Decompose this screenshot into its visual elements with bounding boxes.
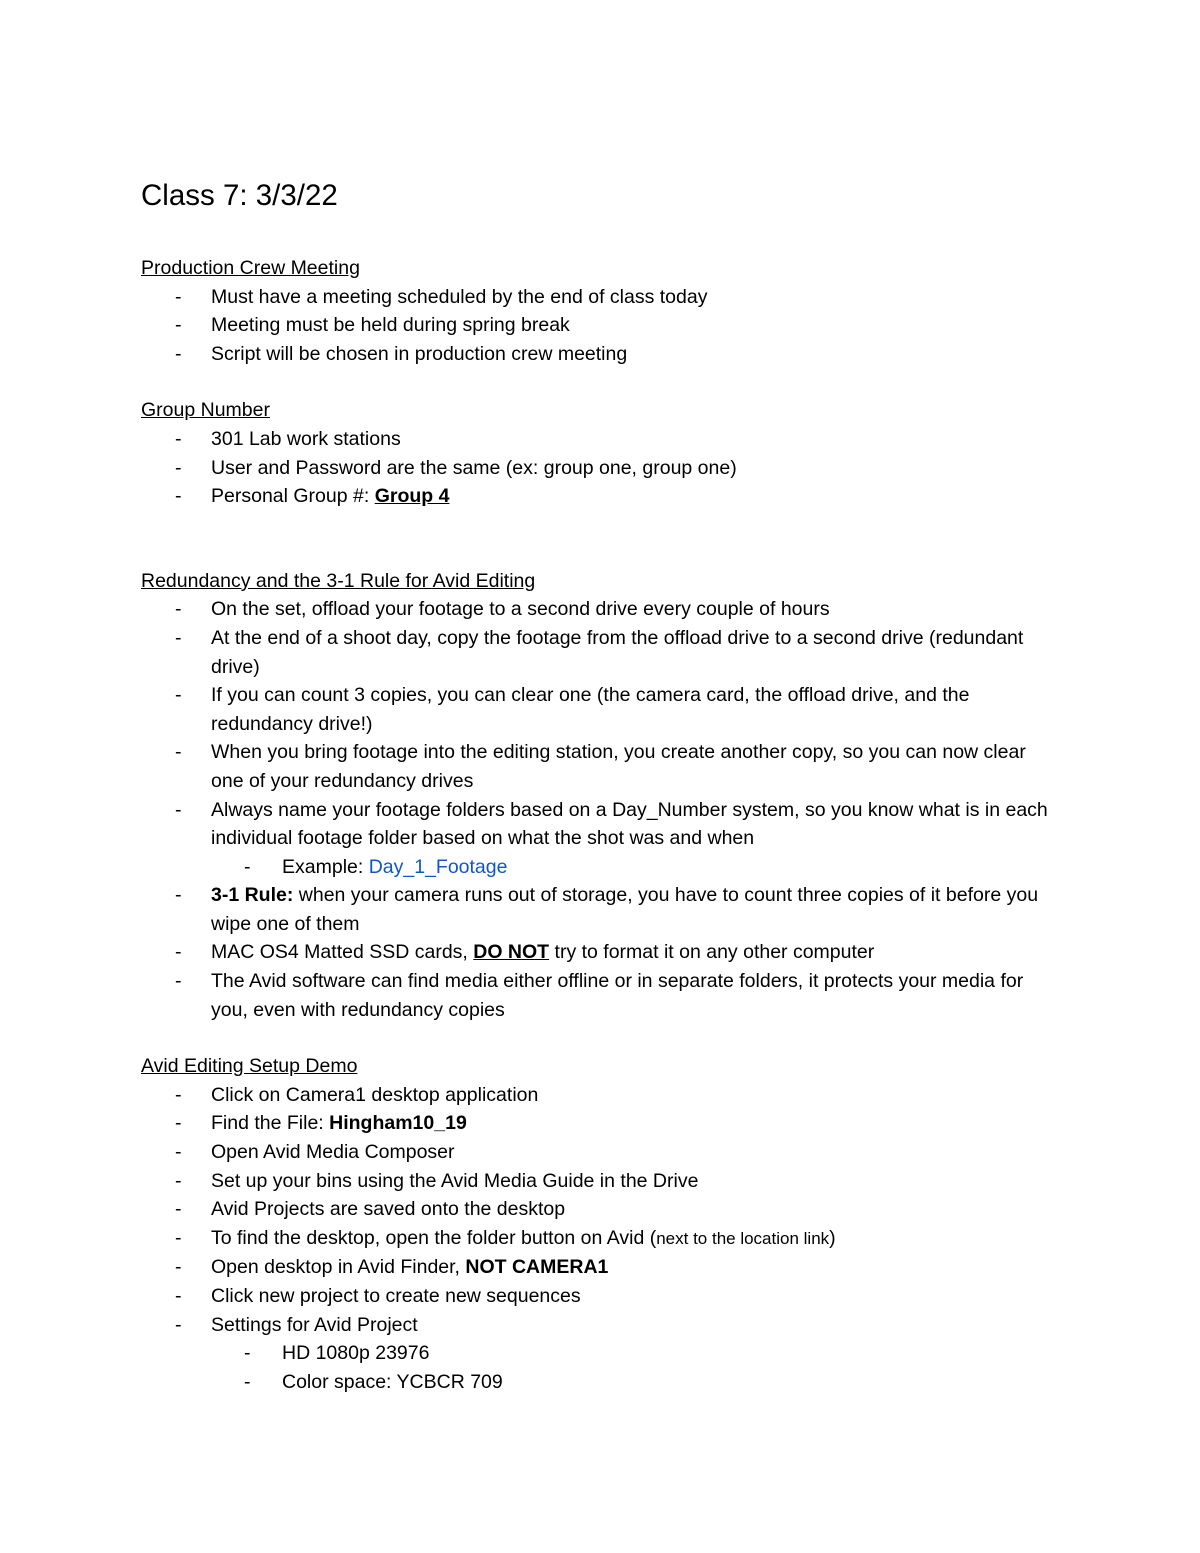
section-heading-group-number: Group Number: [141, 399, 270, 422]
list-item: - 301 Lab work stations: [141, 425, 1061, 454]
list-item-3-1-rule: [141, 881, 1061, 938]
list-item: - Click on Camera1 desktop application: [141, 1081, 1061, 1110]
find-file-name: Hingham10_19: [329, 1112, 467, 1135]
list-item: - If you can count 3 copies, you can clear one (the camera card, the offload drive, and the redundancy drive!): [141, 681, 1061, 738]
not-camera1-emphasis: NOT CAMERA1: [465, 1256, 609, 1279]
mac-cards-suffix: try to format it on any other computer: [549, 941, 875, 964]
open-desktop-text: Open desktop in Avid Finder,: [211, 1256, 466, 1279]
rule-label: 3-1 Rule:: [211, 884, 294, 907]
list-item: - User and Password are the same (ex: group one, group one): [141, 454, 1061, 483]
list-item-personal-group: [141, 482, 1061, 511]
find-desktop-text: To find the desktop, open the folder button on Avid (: [211, 1226, 657, 1249]
list-item-folder-naming: [141, 796, 1061, 882]
list-item-settings: [141, 1311, 1061, 1397]
personal-group-value: Group 4: [374, 485, 450, 508]
list-item: - On the set, offload your footage to a second drive every couple of hours: [141, 595, 1061, 624]
redundancy-list: [141, 595, 1061, 1024]
find-desktop-note: next to the location link: [656, 1228, 830, 1248]
document-page: [141, 176, 1061, 1396]
list-item-find-desktop: [141, 1224, 1061, 1254]
group-number-list: [141, 425, 1061, 511]
rule-text: when your camera runs out of storage, you have to count three copies of it before you wipe one of them: [211, 884, 1039, 935]
list-item: - The Avid software can find media either offline or in separate folders, it protects your media for you, even with redundancy copies: [141, 967, 1061, 1024]
crew-meeting-list: [141, 283, 1061, 369]
section-heading-redundancy: Redundancy and the 3-1 Rule for Avid Editing: [141, 569, 536, 592]
list-item: - Avid Projects are saved onto the desktop: [141, 1195, 1061, 1224]
folder-naming-sublist: [211, 853, 1061, 882]
page-title: Class 7: 3/3/22: [141, 179, 338, 212]
settings-text: Settings for Avid Project: [211, 1313, 418, 1336]
list-item: - Open Avid Media Composer: [141, 1138, 1061, 1167]
folder-naming-text: Always name your footage folders based on a Day_Number system, so you know what is in each individual footage folder based on what the shot was and when: [211, 798, 1048, 850]
list-item: - At the end of a shoot day, copy the footage from the offload drive to a second drive (redundant drive): [141, 624, 1061, 681]
list-item: - Script will be chosen in production crew meeting: [141, 340, 1061, 369]
avid-setup-list: [141, 1081, 1061, 1397]
section-heading-avid-setup: Avid Editing Setup Demo: [141, 1055, 358, 1078]
list-item: - HD 1080p 23976: [211, 1339, 1061, 1368]
list-item-mac-cards: [141, 938, 1061, 967]
personal-group-label: Personal Group #:: [211, 485, 375, 508]
list-item-open-desktop: [141, 1253, 1061, 1282]
list-item-find-file: [141, 1109, 1061, 1138]
do-not-emphasis: DO NOT: [473, 941, 550, 964]
list-item: - Color space: YCBCR 709: [211, 1368, 1061, 1397]
list-item: - Must have a meeting scheduled by the end of class today: [141, 283, 1061, 312]
list-item: - Set up your bins using the Avid Media Guide in the Drive: [141, 1167, 1061, 1196]
list-item: - Meeting must be held during spring break: [141, 311, 1061, 340]
list-item: - Click new project to create new sequences: [141, 1282, 1061, 1311]
section-heading-crew-meeting: Production Crew Meeting: [141, 257, 360, 279]
example-folder-name: Day_1_Footage: [368, 855, 508, 878]
example-label: Example:: [282, 855, 369, 878]
list-item: - When you bring footage into the editing station, you create another copy, so you can now clear one of your redundancy drives: [141, 738, 1061, 795]
mac-cards-prefix: MAC OS4 Matted SSD cards,: [211, 941, 474, 964]
find-desktop-close: ): [829, 1226, 836, 1249]
list-item-example: [211, 853, 1061, 882]
settings-sublist: [211, 1339, 1061, 1396]
find-file-label: Find the File:: [211, 1112, 330, 1135]
